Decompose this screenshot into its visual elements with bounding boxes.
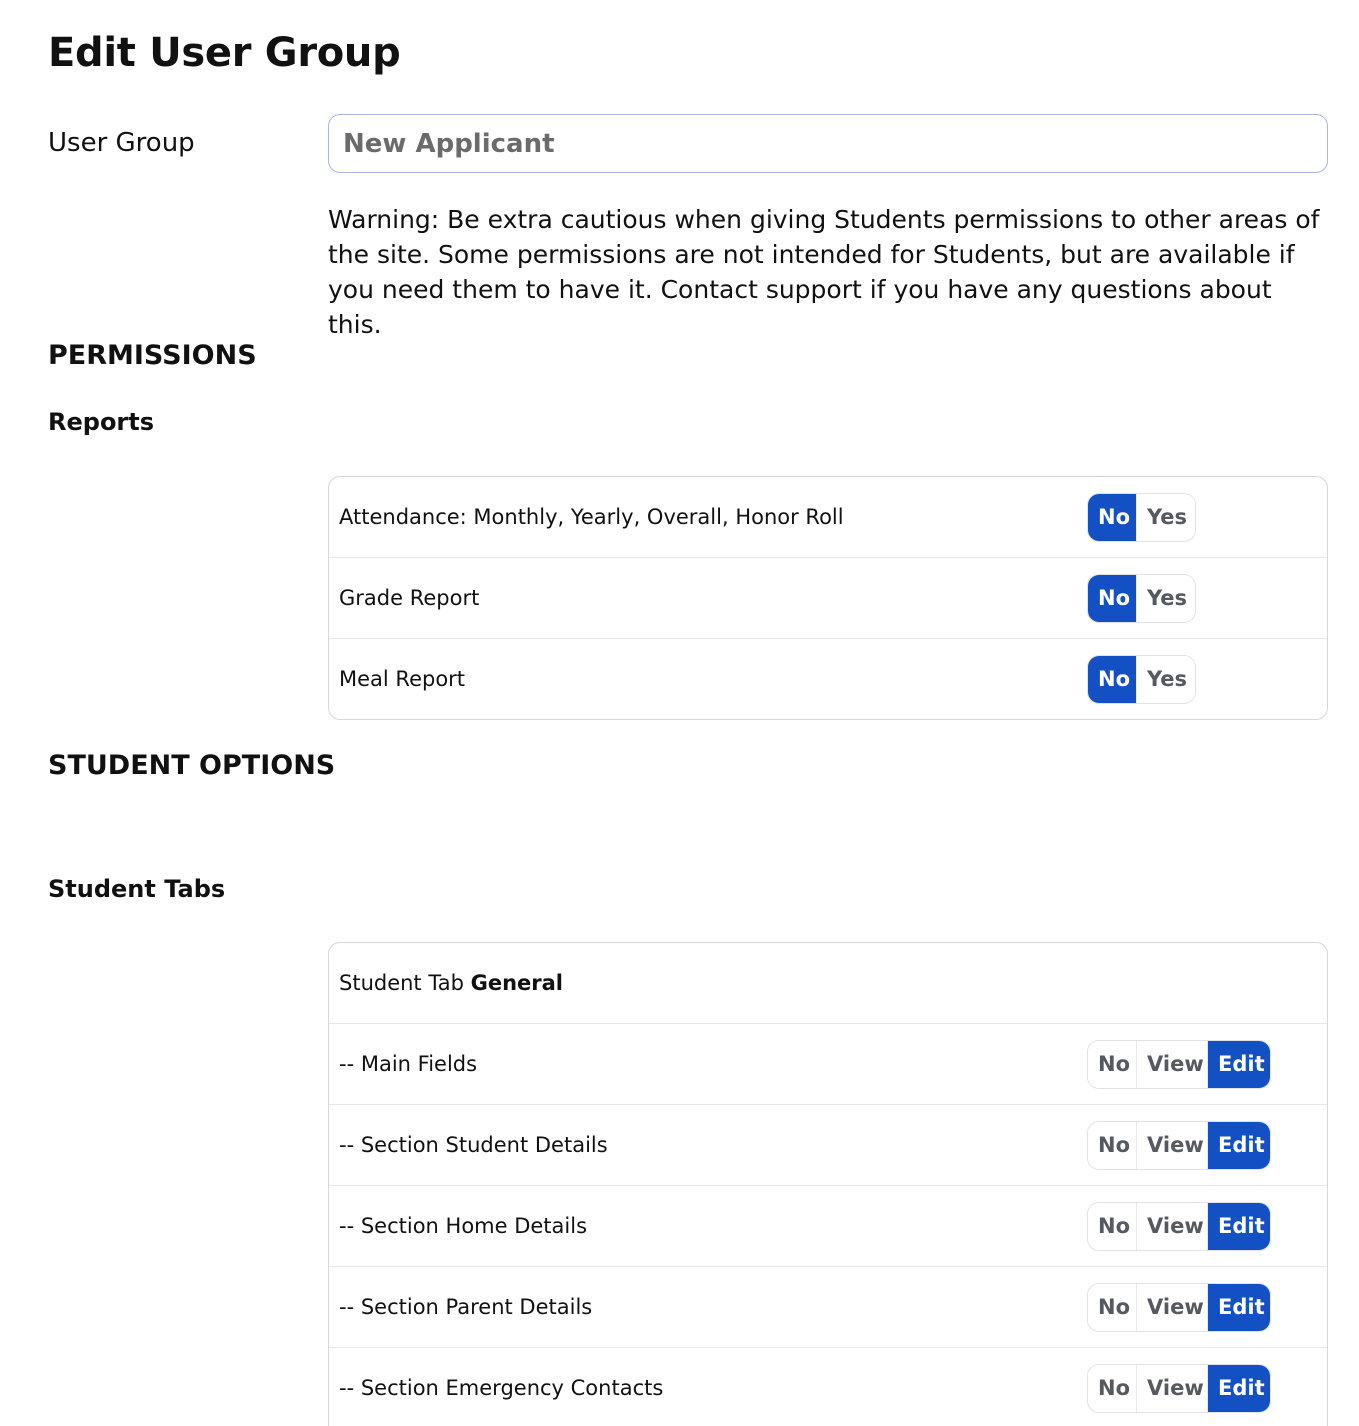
student-tab-group-row	[329, 943, 1327, 1024]
edit-option-button[interactable]: Edit	[1208, 1284, 1270, 1331]
report-row	[329, 639, 1327, 719]
student-tab-toggle	[1087, 1040, 1271, 1089]
student-tab-row-label: -- Section Parent Details	[339, 1295, 593, 1319]
group-prefix: Student Tab	[339, 971, 464, 995]
yes-option-button[interactable]: Yes	[1137, 575, 1195, 622]
report-row-label: Grade Report	[339, 586, 480, 610]
student-tab-row-label: -- Main Fields	[339, 1052, 478, 1076]
student-options-heading: STUDENT OPTIONS	[48, 750, 336, 781]
view-option-button[interactable]: View	[1137, 1041, 1208, 1088]
no-option-button[interactable]: No	[1088, 1041, 1137, 1088]
student-tab-row	[329, 1348, 1327, 1426]
report-toggle	[1087, 655, 1196, 704]
report-row	[329, 558, 1327, 639]
view-option-button[interactable]: View	[1137, 1365, 1208, 1412]
view-option-button[interactable]: View	[1137, 1122, 1208, 1169]
report-row-label: Meal Report	[339, 667, 466, 691]
report-toggle	[1087, 574, 1196, 623]
yes-option-button[interactable]: Yes	[1137, 494, 1195, 541]
permissions-heading: PERMISSIONS	[48, 340, 257, 371]
no-option-button[interactable]: No	[1088, 575, 1137, 622]
student-tab-group-label	[339, 943, 563, 1023]
report-toggle	[1087, 493, 1196, 542]
student-tab-row-label: -- Section Emergency Contacts	[339, 1376, 664, 1400]
student-tab-toggle	[1087, 1364, 1271, 1413]
reports-heading: Reports	[48, 408, 155, 436]
student-tabs-panel	[328, 942, 1328, 1426]
warning-text: Warning: Be extra cautious when giving Students permissions to other areas of the site. Some permissions are not intended for Students, but are available if you need them to have it. Contact support if you have any questions about this.	[328, 205, 1320, 339]
no-option-button[interactable]: No	[1088, 1284, 1137, 1331]
student-tabs-heading: Student Tabs	[48, 875, 226, 903]
edit-option-button[interactable]: Edit	[1208, 1203, 1270, 1250]
edit-option-button[interactable]: Edit	[1208, 1122, 1270, 1169]
no-option-button[interactable]: No	[1088, 1122, 1137, 1169]
student-tab-toggle	[1087, 1121, 1271, 1170]
user-group-input[interactable]	[328, 114, 1328, 173]
no-option-button[interactable]: No	[1088, 494, 1137, 541]
student-tab-row-label: -- Section Home Details	[339, 1214, 588, 1238]
student-tab-row-label: -- Section Student Details	[339, 1133, 608, 1157]
edit-option-button[interactable]: Edit	[1208, 1041, 1270, 1088]
student-tab-toggle	[1087, 1283, 1271, 1332]
student-tab-toggle	[1087, 1202, 1271, 1251]
student-tab-row	[329, 1024, 1327, 1105]
student-tab-row	[329, 1267, 1327, 1348]
student-tab-row	[329, 1105, 1327, 1186]
view-option-button[interactable]: View	[1137, 1203, 1208, 1250]
user-group-label: User Group	[48, 128, 195, 158]
no-option-button[interactable]: No	[1088, 1365, 1137, 1412]
no-option-button[interactable]: No	[1088, 1203, 1137, 1250]
group-name: General	[470, 971, 563, 995]
view-option-button[interactable]: View	[1137, 1284, 1208, 1331]
edit-option-button[interactable]: Edit	[1208, 1365, 1270, 1412]
report-row-label: Attendance: Monthly, Yearly, Overall, Honor Roll	[339, 505, 844, 529]
report-row	[329, 477, 1327, 558]
page-title: Edit User Group	[48, 30, 401, 76]
student-tab-row	[329, 1186, 1327, 1267]
reports-panel	[328, 476, 1328, 720]
no-option-button[interactable]: No	[1088, 656, 1137, 703]
yes-option-button[interactable]: Yes	[1137, 656, 1195, 703]
